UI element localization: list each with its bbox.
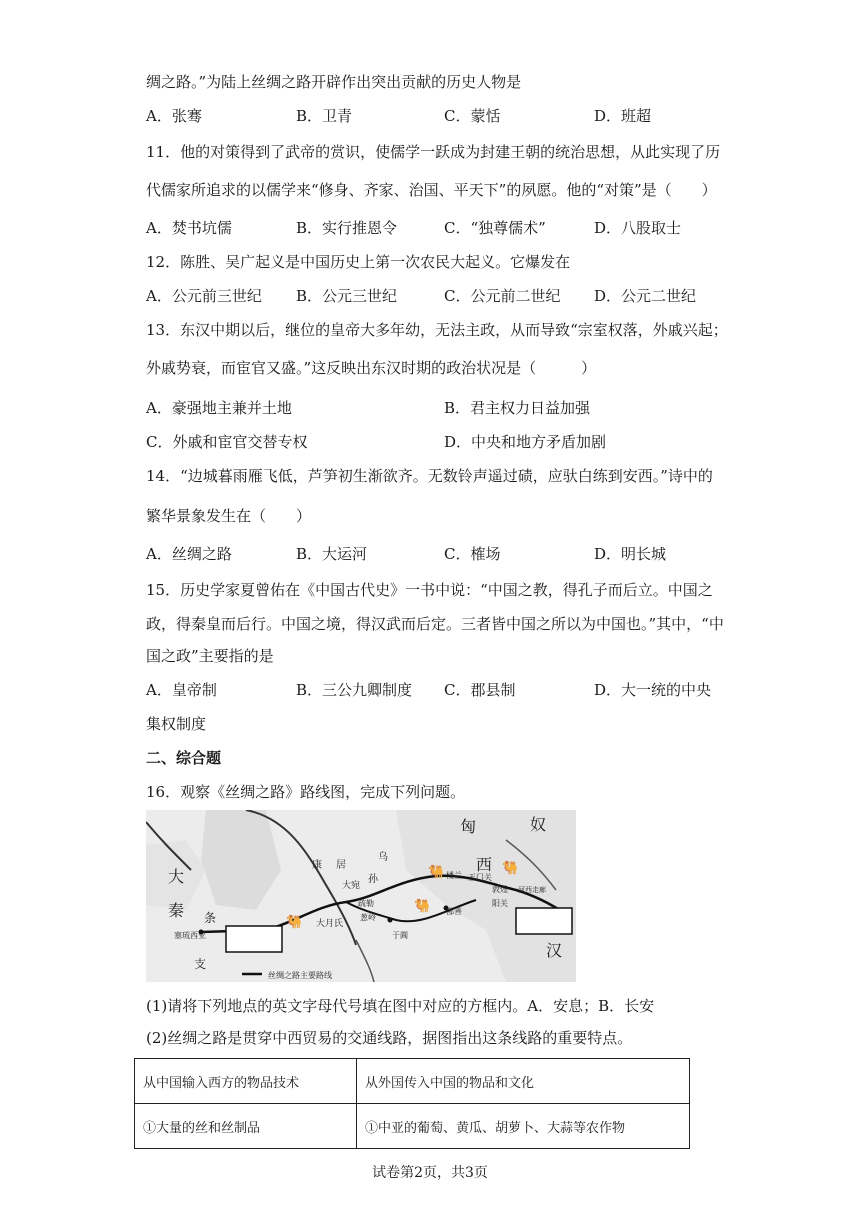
q15-stem-line3: 国之政”主要指的是 — [146, 647, 274, 665]
q13-option-c: C．外戚和宦官交替专权 — [146, 433, 308, 451]
map-label-loulan: 楼兰 — [446, 871, 462, 880]
map-label-dawan: 大宛 — [342, 881, 361, 891]
camel-icon: 🐫 — [414, 899, 431, 914]
q12-option-a: A．公元前三世纪 — [146, 287, 262, 305]
q10-stem: 绸之路。”为陆上丝绸之路开辟作出突出贡献的历史人物是 — [146, 73, 522, 91]
q14-stem-line1: 14．“边城暮雨雁飞低，芦笋初生渐欲齐。无数铃声遥过碛，应驮白练到安西。”诗中的 — [146, 467, 713, 485]
caspian-sea — [201, 810, 281, 910]
city-dot — [388, 918, 393, 923]
q16-stem: 16．观察《丝绸之路》路线图，完成下列问题。 — [146, 783, 466, 801]
q13-option-a: A．豪强地主兼并土地 — [146, 399, 292, 417]
camel-icon: 🐫 — [286, 915, 303, 930]
map-label-shanshan: 鄯善 — [446, 907, 462, 916]
silk-road-map-svg — [146, 810, 576, 982]
table-header-row — [135, 1059, 690, 1104]
map-label-yangguan: 阳关 — [492, 899, 508, 908]
q14-option-c: C．榷场 — [444, 545, 501, 563]
q12-option-d: D．公元二世纪 — [594, 287, 697, 305]
map-label-xiongnu-2: 奴 — [530, 815, 547, 834]
map-label-hexi: 河西走廊 — [518, 886, 546, 894]
map-label-dayuezhi: 大月氏 — [316, 919, 344, 929]
q10-option-b: B．卫青 — [296, 107, 353, 125]
border-line-south — [356, 940, 374, 982]
table-header-cell: 从中国输入西方的物品技术 — [135, 1059, 357, 1104]
q14-option-a: A．丝绸之路 — [146, 545, 232, 563]
camel-icon: 🐫 — [428, 865, 445, 880]
map-label-sun: 孙 — [368, 874, 378, 885]
answer-box-west[interactable] — [226, 926, 282, 952]
q15-option-d: D．大一统的中央 — [594, 681, 712, 699]
map-label-ju: 居 — [336, 860, 346, 871]
q16-sub1: (1)请将下列地点的英文字母代号填在图中对应的方框内。A．安息；B．长安 — [146, 997, 655, 1015]
q13-option-d: D．中央和地方矛盾加剧 — [444, 433, 607, 451]
table-cell: ①中亚的葡萄、黄瓜、胡萝卜、大蒜等农作物 — [357, 1104, 690, 1149]
map-label-han: 汉 — [546, 941, 563, 960]
q13-option-b: B．君主权力日益加强 — [444, 399, 591, 417]
q11-stem-line1: 11．他的对策得到了武帝的赏识，使儒学一跃成为封建王朝的统治思想，从此实现了历 — [146, 143, 721, 161]
q16-sub2: (2)丝绸之路是贯穿中西贸易的交通线路，据图指出这条线路的重要特点。 — [146, 1029, 633, 1047]
q14-option-b: B．大运河 — [296, 545, 368, 563]
map-label-congling: 葱岭 — [360, 913, 376, 922]
map-label-zhi: 支 — [194, 957, 207, 971]
map-label-xiongnu-1: 匈 — [460, 817, 477, 836]
q15-option-a: A．皇帝制 — [146, 681, 217, 699]
q10-option-d: D．班超 — [594, 107, 652, 125]
table-row — [135, 1104, 690, 1149]
map-label-shule: 疏勒 — [358, 899, 374, 908]
q15-stem-line1: 15．历史学家夏曾佑在《中国古代史》一书中说：“中国之教，得孔子而后立。中国之 — [146, 581, 713, 599]
q10-option-a: A．张骞 — [146, 107, 202, 125]
answer-box-east[interactable] — [516, 908, 572, 934]
q14-option-d: D．明长城 — [594, 545, 667, 563]
map-label-da: 大 — [168, 867, 185, 886]
map-label-qin: 秦 — [168, 901, 185, 920]
table-header-cell: 从外国传入中国的物品和文化 — [357, 1059, 690, 1104]
q11-option-c: C．“独尊儒术” — [444, 219, 546, 237]
q15-option-c: C．郡县制 — [444, 681, 516, 699]
q15-option-b: B．三公九卿制度 — [296, 681, 413, 699]
q11-stem-line2: 代儒家所追求的以儒学来“修身、齐家、治国、平天下”的夙愿。他的“对策”是（ ） — [146, 181, 717, 199]
page-footer: 试卷第2页，共3页 — [372, 1165, 488, 1181]
legend-text: 丝绸之路主要路线 — [268, 971, 332, 980]
map-label-daqin-west: 塞琉西亚 — [174, 931, 206, 940]
section-title: 二、综合题 — [146, 749, 222, 767]
map-label-kang: 康 — [312, 860, 322, 871]
q13-stem-line1: 13．东汉中期以后，继位的皇帝大多年幼，无法主政，从而导致“宗室权落，外戚兴起； — [146, 321, 728, 339]
map-label-yutian: 于阗 — [392, 931, 408, 940]
goods-table — [134, 1058, 690, 1149]
camel-icon: 🐫 — [502, 861, 519, 876]
q11-option-d: D．八股取士 — [594, 219, 682, 237]
map-label-dunhuang: 敦煌 — [492, 885, 508, 894]
q15-stem-line2: 政，得秦皇而后行。中国之境，得汉武而后定。三者皆中国之所以为中国也。”其中，“中 — [146, 615, 724, 633]
q13-stem-line2: 外戚势衰，而宦官又盛。”这反映出东汉时期的政治状况是（ ） — [146, 359, 597, 377]
q12-option-c: C．公元前二世纪 — [444, 287, 561, 305]
table-cell: ①大量的丝和丝制品 — [135, 1104, 357, 1149]
map-label-wu: 乌 — [378, 852, 388, 863]
map-label-yumenguan: 玉门关 — [468, 873, 492, 882]
q12-stem: 12．陈胜、吴广起义是中国历史上第一次农民大起义。它爆发在 — [146, 253, 571, 271]
q12-option-b: B．公元三世纪 — [296, 287, 398, 305]
q15-option-d-wrap: 集权制度 — [146, 715, 207, 733]
map-label-xi: 西 — [476, 855, 493, 874]
map-label-tiao: 条 — [204, 911, 217, 925]
q11-option-b: B．实行推恩令 — [296, 219, 398, 237]
q11-option-a: A．焚书坑儒 — [146, 219, 232, 237]
silk-road-map — [146, 810, 576, 982]
q14-stem-line2: 繁华景象发生在（ ） — [146, 507, 312, 525]
q10-option-c: C．蒙恬 — [444, 107, 501, 125]
